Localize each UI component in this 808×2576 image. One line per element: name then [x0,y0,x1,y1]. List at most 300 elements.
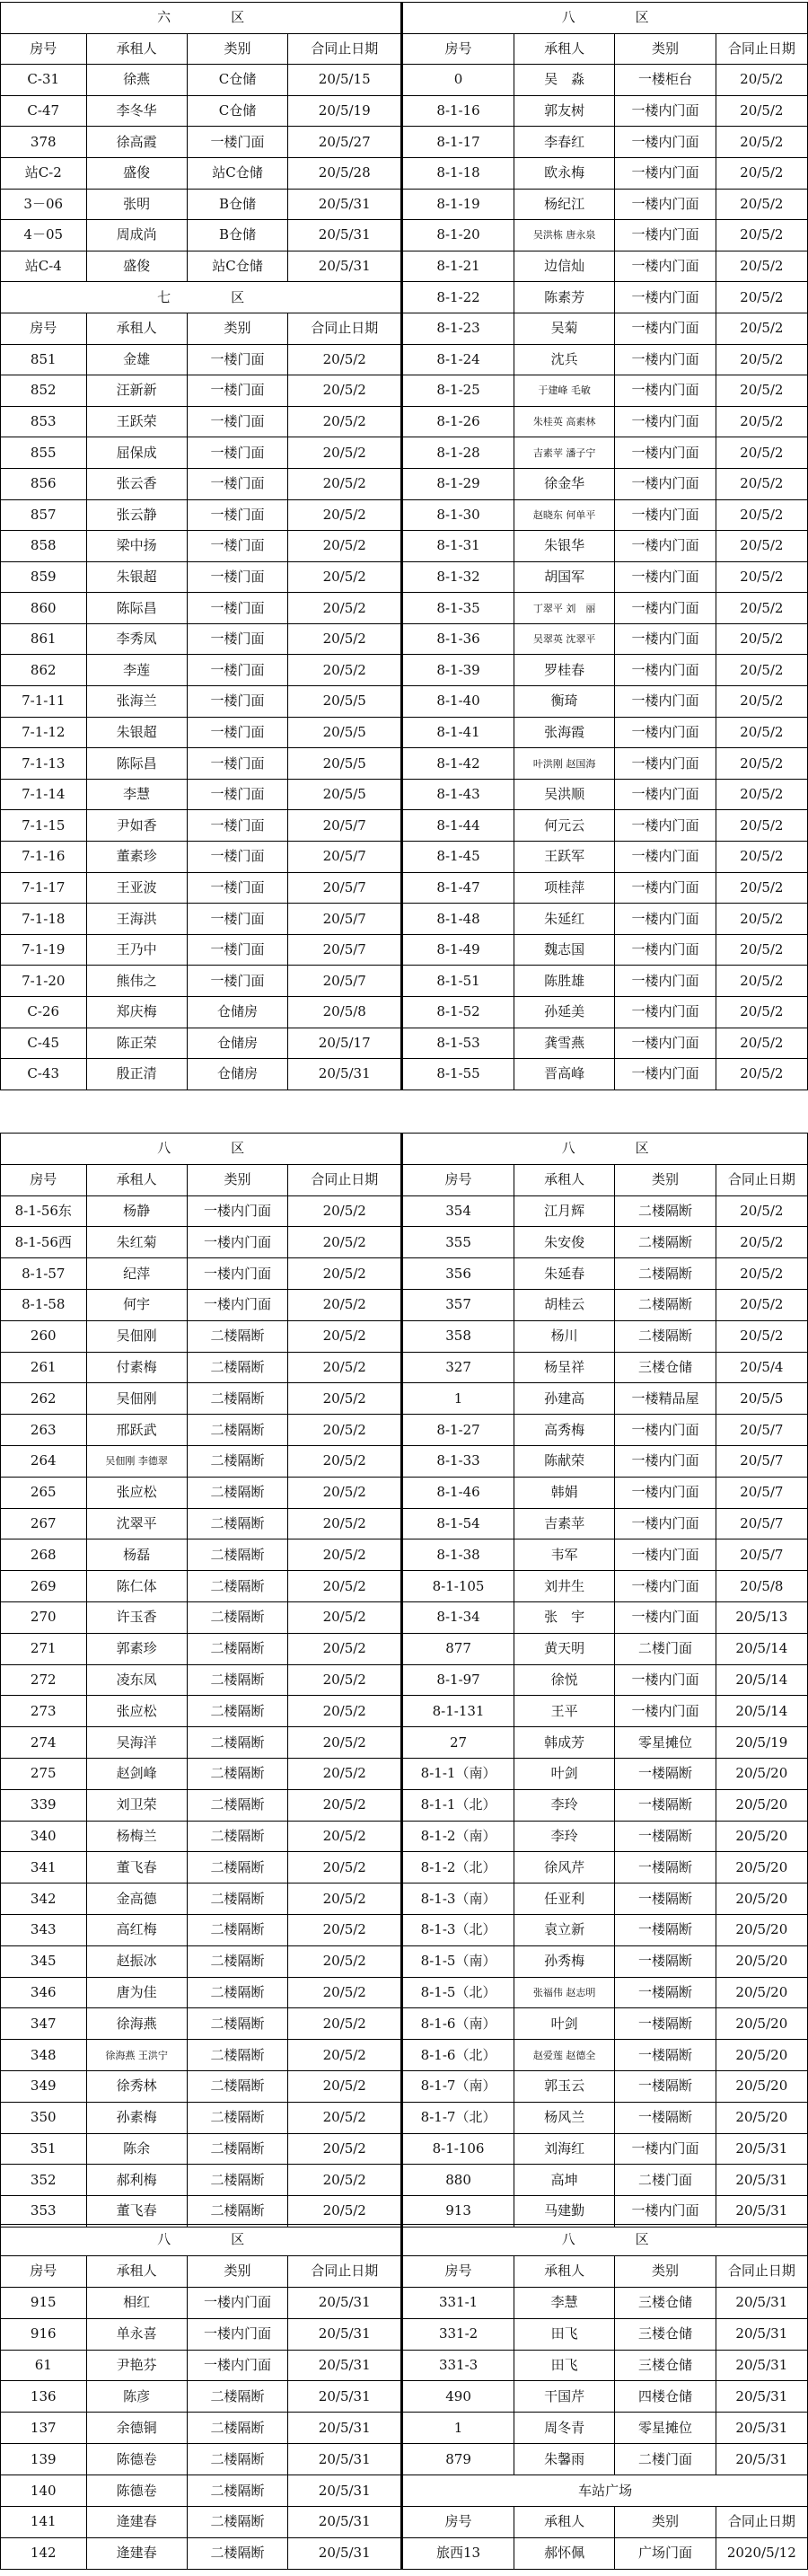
cell-room: 915 [1,2287,87,2318]
cell-expiry: 20/5/2 [716,966,807,997]
cell-expiry: 20/5/19 [716,1727,807,1759]
cell-expiry: 20/5/2 [288,1539,402,1571]
cell-room: 8-1-20 [402,220,514,251]
cell-expiry: 20/5/7 [716,1445,807,1477]
cell-room: 262 [1,1383,87,1415]
column-header-expiry: 合同止日期 [288,33,402,65]
cell-expiry: 20/5/2 [716,810,807,842]
cell-room: 331-1 [402,2287,514,2318]
cell-tenant: 赵剑峰 [86,1758,187,1789]
cell-category: 一楼内门面 [615,375,716,407]
cell-tenant: 许玉香 [86,1601,187,1633]
cell-tenant: 徐风芹 [514,1852,614,1883]
cell-expiry: 20/5/31 [716,2196,807,2228]
cell-category: 一楼内门面 [615,344,716,375]
cell-expiry: 20/5/2 [716,561,807,593]
cell-expiry: 20/5/2 [288,2196,402,2228]
cell-expiry: 20/5/20 [716,1977,807,2008]
cell-category: 一楼门面 [187,623,287,655]
cell-room: 8-1-28 [402,437,514,469]
cell-expiry: 20/5/2 [288,344,402,375]
cell-category: 二楼隔断 [187,1633,287,1664]
cell-room: 3－06 [1,189,87,220]
cell-expiry: 20/5/31 [716,2287,807,2318]
cell-category: 一楼内门面 [187,2318,287,2350]
cell-room: 347 [1,2008,87,2040]
column-header-category: 类别 [187,2255,287,2287]
cell-tenant: 朱延春 [514,1258,614,1290]
cell-expiry: 20/5/2 [288,1758,402,1789]
cell-tenant: 王乃中 [86,934,187,966]
column-header-expiry: 合同止日期 [288,1164,402,1195]
cell-category: 一楼内门面 [187,1195,287,1227]
cell-room: 8-1-52 [402,997,514,1028]
cell-category: 一楼门面 [187,748,287,780]
cell-category: 二楼隔断 [187,1477,287,1508]
cell-room: 136 [1,2381,87,2413]
cell-tenant: 王跃军 [514,842,614,873]
cell-tenant: 董飞春 [86,2196,187,2228]
cell-tenant: 韦军 [514,1539,614,1571]
cell-room: 851 [1,344,87,375]
cell-category: 零星摊位 [615,2413,716,2444]
cell-expiry: 20/5/31 [716,2444,807,2475]
cell-tenant: 单永喜 [86,2318,187,2350]
cell-category: 三楼仓储 [615,2350,716,2381]
cell-room: 327 [402,1352,514,1383]
cell-tenant: 朱安俊 [514,1227,614,1258]
cell-category: 一楼内门面 [615,531,716,562]
cell-category: 一楼门面 [187,717,287,748]
cell-room: 8-1-30 [402,499,514,531]
cell-room: 913 [402,2196,514,2228]
cell-room: 8-1-51 [402,966,514,997]
column-header-expiry: 合同止日期 [288,2255,402,2287]
cell-tenant: 张云静 [86,499,187,531]
cell-expiry: 20/5/2 [716,499,807,531]
cell-category: 一楼门面 [187,966,287,997]
cell-room: 8-1-57 [1,1258,87,1290]
cell-tenant: 徐金华 [514,468,614,499]
cell-room: 355 [402,1227,514,1258]
cell-room: 852 [1,375,87,407]
cell-tenant: 朱银华 [514,531,614,562]
cell-room: 343 [1,1914,87,1945]
cell-category: 一楼隔断 [615,1883,716,1915]
cell-tenant: 张应松 [86,1477,187,1508]
cell-room: 8-1-105 [402,1571,514,1602]
cell-category: 四楼仓储 [615,2381,716,2413]
cell-category: 一楼隔断 [615,1945,716,1977]
cell-tenant: 于建峰 毛敏 [514,375,614,407]
cell-expiry: 20/5/2 [288,1445,402,1477]
cell-tenant: 衡琦 [514,686,614,718]
cell-room: 8-1-34 [402,1601,514,1633]
cell-tenant: 李玲 [514,1821,614,1852]
cell-tenant: 吴洪顺 [514,779,614,810]
cell-category: 二楼隔断 [187,2475,287,2507]
cell-category: 一楼内门面 [615,189,716,220]
cell-expiry: 20/5/2 [716,717,807,748]
cell-tenant: 李秀凤 [86,623,187,655]
cell-tenant: 尹艳芬 [86,2350,187,2381]
column-header-category: 类别 [187,313,287,344]
cell-expiry: 20/5/31 [288,2537,402,2569]
cell-room: 8-1-22 [402,282,514,313]
cell-tenant: 韩成芳 [514,1727,614,1759]
cell-room: 331-3 [402,2350,514,2381]
column-header-tenant: 承租人 [514,33,614,65]
cell-category: 一楼门面 [187,686,287,718]
cell-room: 7-1-14 [1,779,87,810]
cell-tenant: 董飞春 [86,1852,187,1883]
cell-room: 8-1-35 [402,593,514,624]
cell-expiry: 20/5/31 [288,2475,402,2507]
cell-expiry: 20/5/2 [288,1227,402,1258]
cell-category: 一楼内门面 [187,1258,287,1290]
cell-tenant: 马建勤 [514,2196,614,2228]
cell-expiry: 20/5/31 [716,2133,807,2165]
cell-room: 8-1-53 [402,1028,514,1059]
cell-category: C仓储 [187,95,287,127]
cell-room: 271 [1,1633,87,1664]
cell-category: 站C仓储 [187,251,287,282]
cell-room: 8-1-45 [402,842,514,873]
cell-tenant: 郝怀佩 [514,2537,614,2569]
cell-room: 139 [1,2444,87,2475]
cell-room: 268 [1,1539,87,1571]
cell-room: 264 [1,1445,87,1477]
cell-tenant: 罗桂春 [514,655,614,686]
cell-tenant: 江月辉 [514,1195,614,1227]
cell-room: 853 [1,406,87,437]
cell-tenant: 吴 淼 [514,65,614,96]
cell-tenant: 徐海燕 王洪宁 [86,2040,187,2071]
cell-room: 265 [1,1477,87,1508]
column-header-tenant: 承租人 [86,313,187,344]
cell-expiry: 20/5/7 [716,1508,807,1539]
cell-room: 8-1-17 [402,127,514,158]
cell-expiry: 20/5/31 [288,189,402,220]
cell-tenant: 杨梅兰 [86,1821,187,1852]
cell-category: 一楼内门面 [615,1415,716,1446]
column-header-expiry: 合同止日期 [716,2507,807,2538]
cell-category: 一楼内门面 [615,1664,716,1696]
cell-tenant: 陈德卷 [86,2444,187,2475]
cell-category: 一楼内门面 [615,1028,716,1059]
cell-category: 三楼仓储 [615,2287,716,2318]
column-header-room: 房号 [402,1164,514,1195]
cell-expiry: 20/5/2 [288,1633,402,1664]
cell-tenant: 何元云 [514,810,614,842]
cell-tenant: 杨磊 [86,1539,187,1571]
cell-tenant: 金高德 [86,1883,187,1915]
cell-tenant: 吴佃刚 李德翠 [86,1445,187,1477]
cell-expiry: 20/5/2 [288,1727,402,1759]
cell-category: 二楼隔断 [187,2165,287,2196]
cell-room: 141 [1,2507,87,2538]
cell-category: 一楼内门面 [615,220,716,251]
cell-expiry: 20/5/7 [288,904,402,935]
cell-room: 857 [1,499,87,531]
cell-room: 27 [402,1727,514,1759]
cell-room: 8-1-44 [402,810,514,842]
cell-room: 348 [1,2040,87,2071]
table-block-c [0,2224,808,2570]
cell-expiry: 20/5/2 [716,655,807,686]
cell-room: 378 [1,127,87,158]
cell-category: 二楼隔断 [187,1415,287,1446]
cell-room: 275 [1,1758,87,1789]
column-header-expiry: 合同止日期 [716,1164,807,1195]
cell-tenant: 陈素芳 [514,282,614,313]
cell-expiry: 20/5/5 [288,717,402,748]
cell-tenant: 李玲 [514,1789,614,1821]
cell-tenant: 张云香 [86,468,187,499]
cell-expiry: 20/5/2 [288,468,402,499]
cell-room: C-31 [1,65,87,96]
cell-category: C仓储 [187,65,287,96]
cell-tenant: 吉素苹 [514,1508,614,1539]
cell-expiry: 20/5/2 [716,1028,807,1059]
cell-expiry: 20/5/20 [716,1821,807,1852]
cell-room: 8-1-131 [402,1696,514,1727]
cell-expiry: 20/5/2 [288,1696,402,1727]
cell-tenant: 逄建春 [86,2537,187,2569]
cell-category: 一楼内门面 [615,157,716,189]
cell-room: 8-1-25 [402,375,514,407]
cell-category: 一楼内门面 [615,686,716,718]
cell-expiry: 20/5/2 [288,1852,402,1883]
cell-category: 一楼隔断 [615,1758,716,1789]
cell-category: 二楼隔断 [187,1789,287,1821]
section-title: 八 区 [1,1134,402,1165]
cell-tenant: 王海洪 [86,904,187,935]
cell-category: 一楼隔断 [615,1914,716,1945]
cell-category: 一楼内门面 [615,468,716,499]
cell-expiry: 20/5/7 [288,966,402,997]
cell-room: 8-1-40 [402,686,514,718]
cell-room: 358 [402,1320,514,1352]
cell-tenant: 朱银超 [86,717,187,748]
cell-room: 8-1-49 [402,934,514,966]
cell-expiry: 20/5/2 [288,1601,402,1633]
cell-room: 269 [1,1571,87,1602]
cell-tenant: 朱银超 [86,561,187,593]
cell-category: 一楼内门面 [615,1571,716,1602]
cell-room: 350 [1,2102,87,2133]
cell-expiry: 20/5/2 [288,2102,402,2133]
cell-room: 7-1-13 [1,748,87,780]
cell-expiry: 20/5/7 [288,934,402,966]
cell-room: 8-1-26 [402,406,514,437]
cell-expiry: 20/5/2 [288,2040,402,2071]
cell-tenant: 吴翠英 沈翠平 [514,623,614,655]
cell-tenant: 王跃荣 [86,406,187,437]
cell-room: 879 [402,2444,514,2475]
column-header-tenant: 承租人 [514,2507,614,2538]
cell-tenant: 陈德卷 [86,2475,187,2507]
column-header-tenant: 承租人 [514,1164,614,1195]
column-header-category: 类别 [615,1164,716,1195]
cell-category: 一楼内门面 [615,2196,716,2228]
cell-room: 8-1-3（北） [402,1914,514,1945]
cell-tenant: 朱延红 [514,904,614,935]
cell-expiry: 20/5/2 [288,1508,402,1539]
cell-category: 一楼内门面 [615,2133,716,2165]
cell-tenant: 高秀梅 [514,1415,614,1446]
cell-expiry: 20/5/20 [716,1852,807,1883]
cell-room: 4－05 [1,220,87,251]
cell-room: 8-1-29 [402,468,514,499]
cell-category: 一楼内门面 [615,810,716,842]
cell-tenant: 陈际昌 [86,593,187,624]
cell-category: 一楼内门面 [615,127,716,158]
cell-category: 一楼内门面 [615,1601,716,1633]
cell-category: 一楼门面 [187,842,287,873]
cell-tenant: 杨静 [86,1195,187,1227]
cell-category: 站C仓储 [187,157,287,189]
cell-room: 8-1-32 [402,561,514,593]
cell-tenant: 刘井生 [514,1571,614,1602]
cell-tenant: 陈胜雄 [514,966,614,997]
cell-tenant: 刘卫荣 [86,1789,187,1821]
cell-room: 351 [1,2133,87,2165]
cell-tenant: 纪萍 [86,1258,187,1290]
cell-category: 一楼内门面 [615,779,716,810]
cell-expiry: 20/5/20 [716,1789,807,1821]
cell-expiry: 20/5/31 [288,2381,402,2413]
column-header-expiry: 合同止日期 [716,33,807,65]
cell-expiry: 20/5/2 [716,65,807,96]
cell-room: 8-1-19 [402,189,514,220]
cell-tenant: 赵振冰 [86,1945,187,1977]
cell-category: 一楼隔断 [615,1977,716,2008]
column-header-tenant: 承租人 [86,33,187,65]
cell-tenant: 付素梅 [86,1352,187,1383]
cell-room: 140 [1,2475,87,2507]
cell-category: 二楼隔断 [187,1914,287,1945]
cell-category: 一楼柜台 [615,65,716,96]
cell-expiry: 20/5/20 [716,1945,807,1977]
cell-room: 345 [1,1945,87,1977]
cell-tenant: 胡桂云 [514,1289,614,1320]
cell-room: 8-1-36 [402,623,514,655]
cell-tenant: 吴佃刚 [86,1383,187,1415]
cell-tenant: 董素珍 [86,842,187,873]
cell-expiry: 20/5/2 [288,1289,402,1320]
cell-category: 二楼隔断 [187,2008,287,2040]
cell-room: 7-1-17 [1,872,87,904]
cell-category: 二楼隔断 [187,1445,287,1477]
cell-expiry: 20/5/2 [716,95,807,127]
cell-expiry: 20/5/31 [288,2444,402,2475]
cell-category: 仓储房 [187,1028,287,1059]
cell-category: 一楼内门面 [615,966,716,997]
cell-category: 一楼隔断 [615,2040,716,2071]
cell-expiry: 20/5/5 [288,686,402,718]
cell-tenant: 殷正清 [86,1059,187,1090]
cell-expiry: 20/5/2 [288,1821,402,1852]
cell-category: 二楼隔断 [187,1821,287,1852]
cell-category: 二楼隔断 [187,1571,287,1602]
cell-category: 一楼内门面 [615,1059,716,1090]
cell-category: 一楼内门面 [187,2287,287,2318]
cell-room: 8-1-5（南） [402,1945,514,1977]
cell-category: 一楼隔断 [615,1789,716,1821]
cell-category: 一楼内门面 [615,623,716,655]
cell-expiry: 20/5/31 [716,2165,807,2196]
cell-expiry: 20/5/31 [288,2318,402,2350]
cell-category: 一楼门面 [187,872,287,904]
cell-tenant: 项桂萍 [514,872,614,904]
cell-category: 一楼隔断 [615,2008,716,2040]
cell-room: 站C-2 [1,157,87,189]
column-header-expiry: 合同止日期 [716,2255,807,2287]
cell-tenant: 孙延美 [514,997,614,1028]
cell-tenant: 郝利梅 [86,2165,187,2196]
cell-tenant: 余德铜 [86,2413,187,2444]
cell-room: 8-1-27 [402,1415,514,1446]
column-header-category: 类别 [187,33,287,65]
cell-room: C-47 [1,95,87,127]
cell-room: 142 [1,2537,87,2569]
cell-expiry: 20/5/8 [288,997,402,1028]
cell-room: 7-1-12 [1,717,87,748]
cell-category: 一楼内门面 [615,904,716,935]
cell-tenant: 吴海洋 [86,1727,187,1759]
cell-room: 861 [1,623,87,655]
column-header-room: 房号 [402,2255,514,2287]
cell-room: 8-1-3（南） [402,1883,514,1915]
cell-tenant: 魏志国 [514,934,614,966]
cell-room: 274 [1,1727,87,1759]
cell-room: 8-1-7（南） [402,2070,514,2102]
cell-expiry: 20/5/2 [288,1883,402,1915]
column-header-category: 类别 [615,2255,716,2287]
cell-tenant: 张海兰 [86,686,187,718]
cell-expiry: 20/5/14 [716,1633,807,1664]
section-title: 八 区 [402,2225,808,2256]
cell-category: 一楼内门面 [615,934,716,966]
cell-tenant: 韩娟 [514,1477,614,1508]
cell-expiry: 20/5/14 [716,1696,807,1727]
cell-room: 357 [402,1289,514,1320]
cell-tenant: 胡国军 [514,561,614,593]
cell-category: 一楼内门面 [615,842,716,873]
cell-room: 916 [1,2318,87,2350]
cell-category: 三楼仓储 [615,1352,716,1383]
cell-category: 二楼隔断 [187,2070,287,2102]
cell-category: 二楼隔断 [187,2444,287,2475]
cell-tenant: 郑庆梅 [86,997,187,1028]
cell-expiry: 20/5/20 [716,2040,807,2071]
cell-category: 一楼门面 [187,344,287,375]
cell-tenant: 陈彦 [86,2381,187,2413]
cell-tenant: 杨纪江 [514,189,614,220]
cell-tenant: 屈保成 [86,437,187,469]
cell-room: 8-1-106 [402,2133,514,2165]
cell-category: 二楼隔断 [187,2381,287,2413]
cell-expiry: 20/5/2 [716,997,807,1028]
column-header-tenant: 承租人 [86,1164,187,1195]
cell-category: 一楼内门面 [615,1477,716,1508]
cell-room: 352 [1,2165,87,2196]
cell-room: 8-1-5（北） [402,1977,514,2008]
cell-tenant: 赵晓东 何单平 [514,499,614,531]
cell-tenant: 边信灿 [514,251,614,282]
cell-category: 二楼隔断 [187,2413,287,2444]
